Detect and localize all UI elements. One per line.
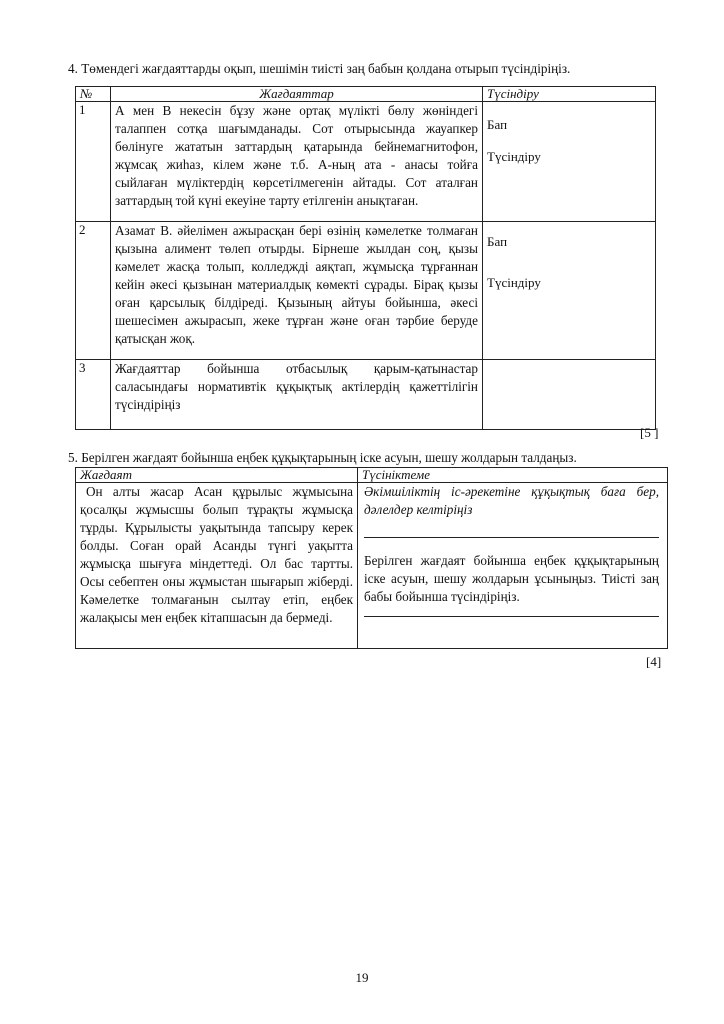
page-number: 19 xyxy=(355,970,369,985)
situation-text: А мен В некесін бұзу және ортақ мүлікті бөлу жөніндегі талаппен сотқа шағымданады. Сот отырысында жауапкер бөлінуге жататын заттардың қатарында бейнемагнитофон, жұмсақ жиһаз, кілем және т.б. А-ның ата - анасы тойға сыйлаған мүліктердің көрсетілмегенін айтады. Сот аталған заттардың той күні екеуіне тарту етілгенін анықтаған. xyxy=(111,102,483,222)
row-number: 1 xyxy=(76,102,111,222)
col-header-explanation: Түсіндіру xyxy=(483,87,656,102)
question-5-table xyxy=(75,467,668,649)
explain-label: Түсіндіру xyxy=(487,275,541,290)
article-label: Бап xyxy=(487,117,508,132)
table-row xyxy=(76,102,656,222)
situation-text: Жағдаяттар бойынша отбасылық қарым-қатынастар саласындағы нормативтік құқықтық актілердің қажеттілігін түсіндіріңіз xyxy=(111,360,483,430)
article-label: Бап xyxy=(487,234,508,249)
explanation-cell[interactable] xyxy=(483,360,656,430)
answer-line[interactable] xyxy=(364,519,659,538)
task-1-text: Әкімшіліктің іс-әрекетіне құқықтық баға бер, дәлелдер келтіріңіз xyxy=(364,484,659,517)
question-4-table xyxy=(75,86,656,430)
comment-cell[interactable] xyxy=(358,483,668,649)
row-number: 3 xyxy=(76,360,111,430)
col-header-number: № xyxy=(76,87,111,102)
table-row xyxy=(76,360,656,430)
task-2-text: Берілген жағдаят бойынша еңбек құқықтарының іске асуын, шешу жолдарын ұсыныңыз. Тиісті заң бабы бойынша түсіндіріңіз. xyxy=(364,553,659,604)
col-header-comment: Түсініктеме xyxy=(358,468,668,483)
question-4-score: [5 ] xyxy=(640,425,659,440)
col-header-situation: Жағдаят xyxy=(76,468,358,483)
answer-line[interactable] xyxy=(364,606,659,617)
question-5-title: 5. Берілген жағдаят бойынша еңбек құқықтарының іске асуын, шешу жолдарын талдаңыз. xyxy=(68,450,577,465)
question-4-title: 4. Төмендегі жағдаяттарды оқып, шешімін тиісті заң бабын қолдана отырып түсіндіріңіз. xyxy=(68,61,571,76)
col-header-situations: Жағдаяттар xyxy=(111,87,483,102)
table-row xyxy=(76,222,656,360)
table-row xyxy=(76,483,668,649)
table-header-row xyxy=(76,87,656,102)
explanation-cell[interactable] xyxy=(483,222,656,360)
table-header-row xyxy=(76,468,668,483)
row-number: 2 xyxy=(76,222,111,360)
explanation-cell[interactable] xyxy=(483,102,656,222)
question-5-score: [4] xyxy=(646,654,662,669)
situation-text: Азамат В. әйелімен ажырасқан бері өзінің кәмелетке толмаған қызына алимент төлеп отырды. Бірнеше жылдан соң, қызы кәмелет жасқа толып, колледжді аяқтап, жұмысқа тұрғаннан кейін әкесі қызынан материалдық көмекті сұрады. Бірақ қызы оған қарсылық білдіреді. Қызының айтуы бойынша, әкесі шешесімен ажырасып, жеке тұрған және оған тәрбие беруде қатысқан жоқ. xyxy=(111,222,483,360)
explain-label: Түсіндіру xyxy=(487,149,541,164)
situation-text: Он алты жасар Асан құрылыс жұмысына қосалқы жұмысшы болып тұрақты жұмысқа тұрды. Құрылысты уақытында тапсыру керек болды. Соған орай Асанды түнгі уақытта жұмысқа шығуға міндеттеді. Ол бас тартты. Осы себептен оны жұмыстан шығарып жіберді. Кәмелетке толмағанын сылтау етіп, еңбек жалақысы мен еңбек кітапшасын да бермеді. xyxy=(76,483,358,649)
